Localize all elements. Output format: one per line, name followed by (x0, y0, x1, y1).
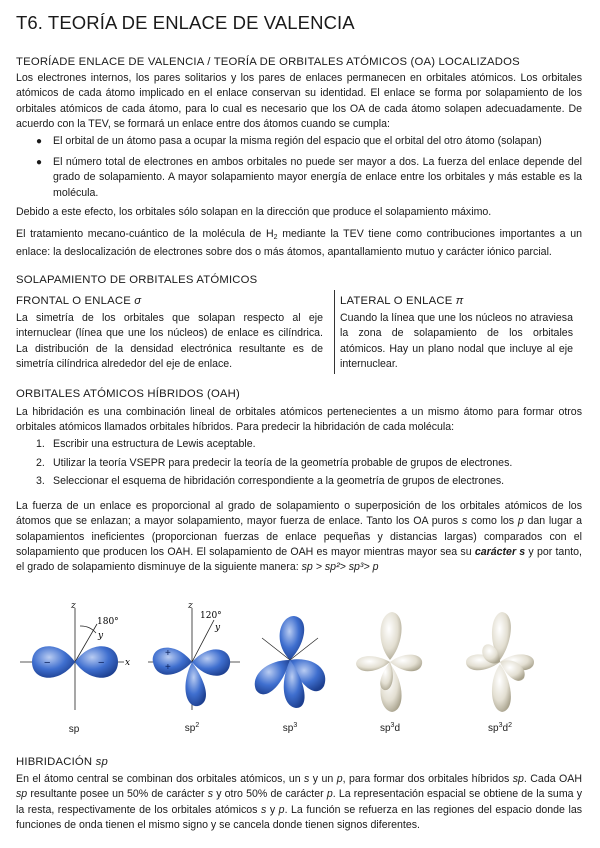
bullet-item (36, 155, 582, 201)
orbital-sp3d (356, 612, 422, 712)
hybrid-orbitals-figure (0, 590, 600, 738)
sign-label: − (44, 657, 51, 669)
axis-label: x (125, 658, 131, 668)
axis-label: z (71, 601, 76, 611)
page-title: T6. TEORÍA DE ENLACE DE VALENCIA (16, 12, 355, 33)
paragraph-h2: El tratamiento mecano-cuántico de la molécula de $H_2$ mediante la TEV tiene como contribuciones importantes a un enlace: la deslocalización de electrones sobre dos o más átomos, apantallamiento mutuo y carácter iónico parcial. (16, 228, 582, 259)
bullet-item (36, 134, 582, 149)
orbital-sp2 (148, 601, 240, 710)
frontal-title: FRONTAL O ENLACE σ (16, 295, 142, 307)
bullet-icon: ● (36, 157, 43, 168)
lateral-text: Cuando la línea que une los núcleos no atraviesa la zona de solapamiento de los orbitales atómicos. Hay un plano nodal que incluye al eje internuclear. (340, 312, 573, 370)
figure-label-sp3d: $sp^3d$ (379, 722, 401, 734)
angle-label: 180° (97, 617, 119, 627)
angle-label: 120° (200, 611, 222, 621)
orbital-sp3 (255, 616, 326, 708)
axis-label: y (215, 623, 221, 633)
figure-label-sp3: $sp^3$ (282, 722, 298, 734)
figure-label-sp3d2: $sp^3d^2$ (488, 722, 512, 734)
paragraph-hibridacion: La hibridación es una combinación lineal de orbitales atómicos pertenecientes a un mismo átomo para formar otros orbitales atómicos llamados orbitales híbridos. Para predecir la hibridación de cada molécula: (16, 406, 582, 434)
sign-label: + (165, 648, 171, 659)
axis-label: y (98, 631, 104, 641)
figure-label-sp: sp (68, 724, 80, 735)
axis-label: z (188, 601, 193, 611)
sign-label: + (165, 662, 171, 673)
step-item: 2. Utilizar la teoría VSEPR para predecir la teoría de la geometría probable de grupos de electrones. (36, 457, 513, 469)
section-heading-teoria: TEORÍADE ENLACE DE VALENCIA / TEORÍA DE ORBITALES ATÓMICOS (OA) LOCALIZADOS (16, 56, 520, 68)
bullet-text: El orbital de un átomo pasa a ocupar la misma región del espacio que el orbital del otro átomo (solapan) (53, 135, 542, 147)
orbital-sp (20, 601, 130, 710)
paragraph-sp: En el átomo central se combinan dos orbitales atómicos, un s y un p, para formar dos orbitales híbridos sp. Cada OAH sp resultante posee un 50% de carácter s y otro 50% de carácter p. La representación espacial se obtiene de la suma y la resta, respectivamente de los orbitales atómicos s y p. La función se refuerza en las regiones del espacio donde las funciones de onda tienen el mismo signo y se cancela donde tienen signos diferentes. (16, 773, 583, 831)
orbital-sp3d2 (466, 612, 534, 712)
lateral-title: LATERAL O ENLACE π (340, 295, 464, 307)
paragraph-fuerza: La fuerza de un enlace es proporcional al grado de solapamiento o superposición de los orbitales atómicos de los átomos que se enlazan; a mayor solapamiento, mayor fuerza de enlace. Tanto los OA puros s como los p dan lugar a solapamientos ineficientes (proporcionan fuerzas de enlace pequeñas y distancias largas) comparados con el solapamiento que producen los OAH. El solapamiento de OAH es mayor mientras mayor sea su carácter s y por tanto, el grado de solapamiento disminuye de la siguiente manera: sp > sp²> sp³> p (16, 500, 582, 574)
paragraph-intro: Los electrones internos, los pares solitarios y los pares de enlaces permanecen en orbitales atómicos. Los orbitales atómicos de cada átomo implicado en el enlace conservan su identidad. El enlace se forma por solapamiento de los orbitales atómicos de cada átomo, para lo cual es necesario que los OA de cada átomo solapen adecuadamente. De acuerdo con la TEV, se formará un enlace entre dos átomos cuando se cumpla: (16, 72, 582, 130)
section-heading-solapamiento: SOLAPAMIENTO DE ORBITALES ATÓMICOS (16, 274, 258, 286)
step-item: 1. Escribir una estructura de Lewis aceptable. (36, 438, 256, 450)
step-item: 3. Seleccionar el esquema de hibridación correspondiente a la geometría de grupos de electrones. (36, 475, 505, 487)
paragraph-solapan: Debido a este efecto, los orbitales sólo solapan en la dirección que produce el solapamiento máximo. (16, 206, 492, 218)
sign-label: − (98, 657, 105, 669)
frontal-text: La simetría de los orbitales que solapan respecto al eje internuclear (línea que une los núcleos) de enlace es cilíndrica. La distribución de la densidad electrónica resultante es de simetría cilíndrica alrededor del eje de enlace. (16, 312, 323, 370)
bullet-text: El número total de electrones en ambos orbitales no puede ser mayor a dos. La fuerza del enlace depende del grado de solapamiento. A mayor solapamiento mayor energía de enlace entre los orbitales y más estable es la molécula. (53, 156, 582, 199)
section-heading-sp: HIBRIDACIÓN sp (16, 756, 108, 768)
column-divider (334, 290, 335, 374)
figure-label-sp2: $sp^2$ (184, 722, 200, 734)
bullet-icon: ● (36, 136, 43, 147)
section-heading-oah: ORBITALES ATÓMICOS HÍBRIDOS (OAH) (16, 388, 240, 400)
